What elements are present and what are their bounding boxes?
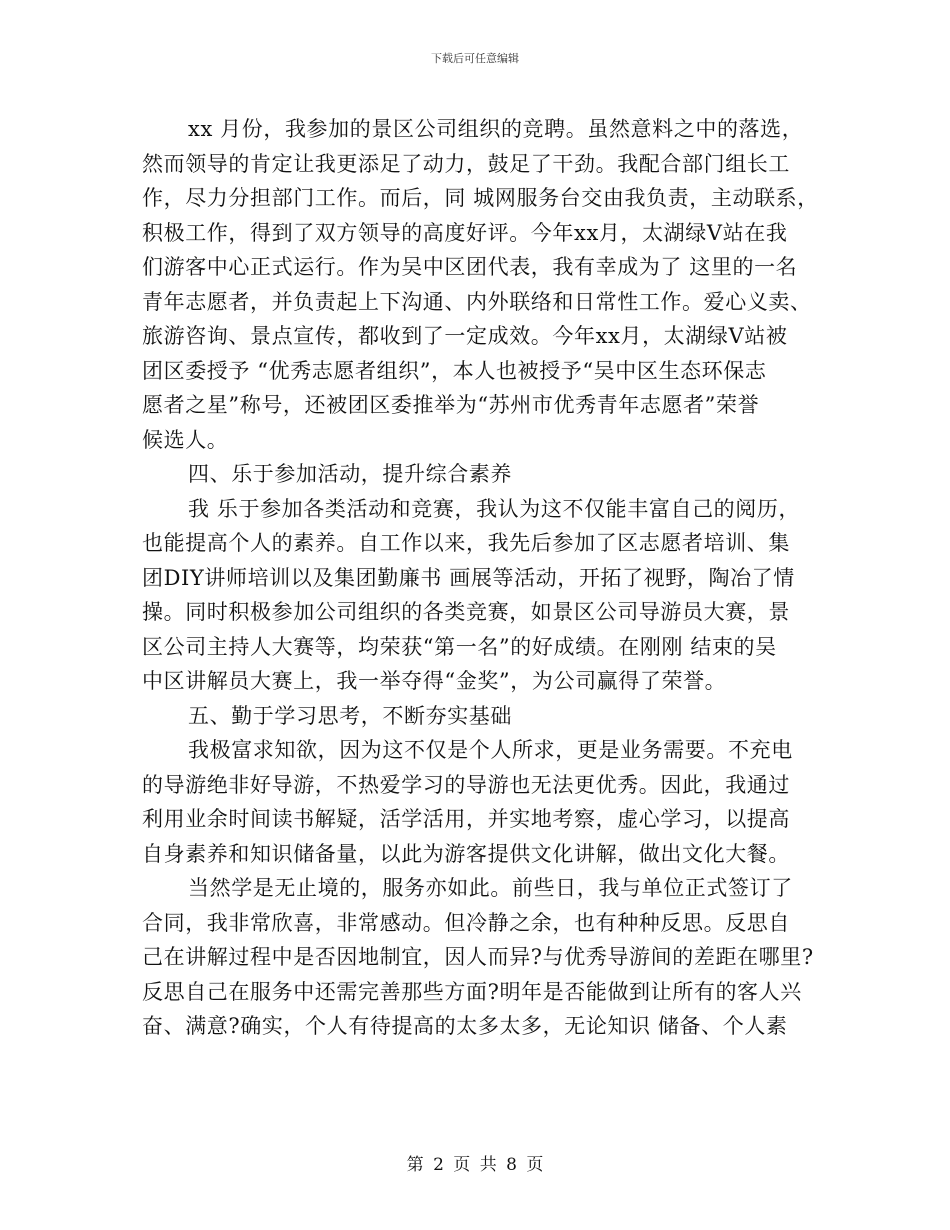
text-line: 操。同时积极参加公司组织的各类竞赛，如景区公司导游员大赛，景 bbox=[142, 600, 790, 624]
text-line: 愿者之星”称号，还被团区委推举为“苏州市优秀青年志愿者”荣誉 bbox=[142, 393, 760, 417]
text-line: 也能提高个人的素养。自工作以来，我先后参加了区志愿者培训、集 bbox=[142, 531, 790, 555]
text-line: 然而领导的肯定让我更添足了动力，鼓足了干劲。我配合部门组长工 bbox=[142, 151, 790, 176]
text-line: 我 乐于参加各类活动和竞赛，我认为这不仅能丰富自己的阅历， bbox=[188, 496, 801, 521]
text-line: 区公司主持人大赛等，均荣获“第一名”的好成绩。在刚刚 结束的吴 bbox=[142, 634, 777, 659]
text-line: 作，尽力分担部门工作。而后，同 城网服务台交由我负责，主动联系， bbox=[142, 186, 819, 210]
text-line: 当然学是无止境的，服务亦如此。前些日，我与单位正式签订了 bbox=[188, 876, 793, 900]
text-line: 奋、满意?确实，个人有待提高的太多太多，无论知识 储备、个人素 bbox=[142, 1014, 788, 1038]
text-line: 候选人。 bbox=[142, 427, 229, 452]
text-line: 团区委授予 “优秀志愿者组织”，本人也被授予“吴中区生态环保志 bbox=[142, 358, 767, 383]
text-line: 反思自己在服务中还需完善那些方面?明年是否能做到让所有的客人兴 bbox=[142, 979, 802, 1004]
text-line: 己在讲解过程中是否因地制宜，因人而异?与优秀导游间的差距在哪里? bbox=[142, 945, 814, 969]
section-heading: 四、乐于参加活动，提升综合素养 bbox=[188, 462, 512, 486]
text-line: 们游客中心正式运行。作为吴中区团代表，我有幸成为了 这里的一名 bbox=[142, 255, 798, 279]
text-line: 自身素养和知识储备量，以此为游客提供文化讲解，做出文化大餐。 bbox=[142, 841, 790, 866]
page-number-footer: 第 2 页 共 8 页 bbox=[406, 1155, 544, 1175]
text-line: 团DIY讲师培训以及集团勤廉书 画展等活动，开拓了视野，陶冶了情 bbox=[142, 565, 795, 590]
text-line: 的导游绝非好导游，不热爱学习的导游也无法更优秀。因此，我通过 bbox=[142, 772, 790, 797]
text-line: xx 月份，我参加的景区公司组织的竞聘。虽然意料之中的落选， bbox=[188, 117, 804, 141]
text-line: 青年志愿者，并负责起上下沟通、内外联络和日常性工作。爱心义卖、 bbox=[142, 289, 812, 314]
text-line: 积极工作，得到了双方领导的高度好评。今年xx月，太湖绿Ⅴ站在我 bbox=[142, 220, 788, 245]
text-line: 利用业余时间读书解疑，活学活用，并实地考察，虚心学习，以提高 bbox=[142, 807, 790, 831]
text-line: 合同，我非常欣喜，非常感动。但冷静之余，也有种种反思。反思自 bbox=[142, 910, 790, 935]
text-line: 旅游咨询、景点宣传，都收到了一定成效。今年xx月，太湖绿Ⅴ站被 bbox=[142, 324, 788, 348]
document-body bbox=[142, 112, 819, 1044]
text-line: 我极富求知欲，因为这不仅是个人所求，更是业务需要。不充电 bbox=[188, 738, 793, 762]
page-header: 下载后可任意编辑 bbox=[431, 52, 519, 65]
section-heading: 五、勤于学习思考，不断夯实基础 bbox=[188, 703, 512, 728]
text-line: 中区讲解员大赛上，我一举夺得“金奖”，为公司赢得了荣誉。 bbox=[142, 669, 727, 693]
